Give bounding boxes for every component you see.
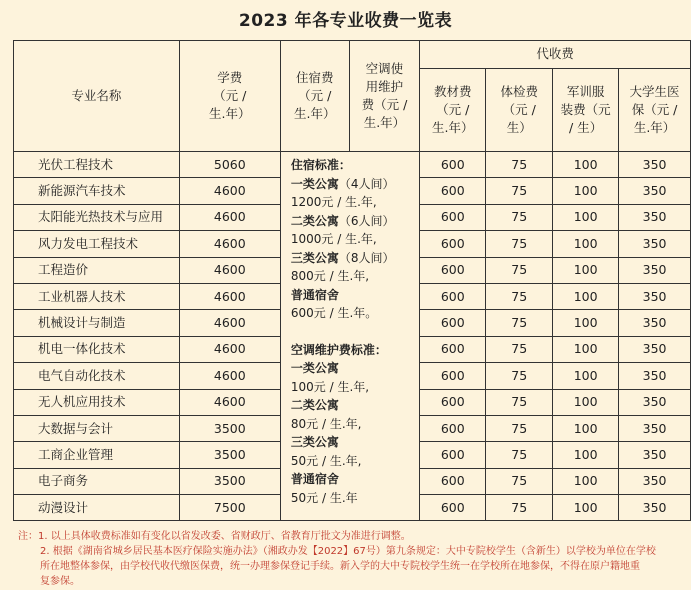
header-medical-exam: 体检费 （元 / 生）	[486, 69, 553, 152]
major-name: 电子商务	[14, 468, 180, 494]
books-cell: 600	[420, 257, 486, 283]
books-cell: 600	[420, 389, 486, 415]
tuition-cell: 4600	[179, 363, 280, 389]
insurance-cell: 350	[619, 336, 691, 362]
uniform-cell: 100	[553, 363, 619, 389]
header-collect: 代收费	[420, 41, 691, 69]
footnote-1: 1. 以上具体收费标准如有变化以省发改委、省财政厅、省教育厅批文为准进行调整。	[38, 531, 411, 542]
major-name: 太阳能光热技术与应用	[14, 204, 180, 230]
uniform-cell: 100	[553, 336, 619, 362]
major-name: 无人机应用技术	[14, 389, 180, 415]
header-insurance: 大学生医 保（元 / 生.年）	[619, 69, 691, 152]
uniform-cell: 100	[553, 310, 619, 336]
insurance-cell: 350	[619, 415, 691, 441]
major-name: 工商企业管理	[14, 442, 180, 468]
footnote-2: 2. 根据《湖南省城乡居民基本医疗保险实施办法》（湘政办发【2022】67号）第九条规定：大中专院校学生（含新生）以学校为单位在学校	[40, 546, 656, 557]
tuition-cell: 3500	[179, 415, 280, 441]
header-uniform: 军训服 装费（元 / 生）	[553, 69, 619, 152]
footnote-2-end: 复参保。	[40, 576, 80, 587]
header-tuition: 学费 （元 / 生.年）	[179, 41, 280, 152]
books-cell: 600	[420, 152, 486, 178]
tuition-cell: 4600	[179, 257, 280, 283]
insurance-cell: 350	[619, 283, 691, 309]
exam-cell: 75	[486, 389, 553, 415]
tuition-cell: 3500	[179, 442, 280, 468]
major-name: 电气自动化技术	[14, 363, 180, 389]
uniform-cell: 100	[553, 389, 619, 415]
insurance-cell: 350	[619, 310, 691, 336]
exam-cell: 75	[486, 310, 553, 336]
uniform-cell: 100	[553, 442, 619, 468]
exam-cell: 75	[486, 336, 553, 362]
page-title: 2023 年各专业收费一览表	[238, 11, 453, 31]
exam-cell: 75	[486, 495, 553, 521]
books-cell: 600	[420, 442, 486, 468]
header-books: 教材费 （元 / 生.年）	[420, 69, 486, 152]
major-name: 动漫设计	[14, 495, 180, 521]
uniform-cell: 100	[553, 257, 619, 283]
footnotes	[18, 529, 683, 589]
books-cell: 600	[420, 495, 486, 521]
uniform-cell: 100	[553, 231, 619, 257]
insurance-cell: 350	[619, 442, 691, 468]
tuition-cell: 5060	[179, 152, 280, 178]
header-dorm: 住宿费 （元 / 生.年）	[280, 41, 349, 152]
major-name: 新能源汽车技术	[14, 178, 180, 204]
insurance-cell: 350	[619, 389, 691, 415]
tuition-cell: 4600	[179, 389, 280, 415]
uniform-cell: 100	[553, 468, 619, 494]
exam-cell: 75	[486, 468, 553, 494]
major-name: 工业机器人技术	[14, 283, 180, 309]
books-cell: 600	[420, 283, 486, 309]
insurance-cell: 350	[619, 231, 691, 257]
uniform-cell: 100	[553, 178, 619, 204]
books-cell: 600	[420, 178, 486, 204]
tuition-cell: 7500	[179, 495, 280, 521]
header-row-1	[14, 41, 691, 69]
uniform-cell: 100	[553, 415, 619, 441]
uniform-cell: 100	[553, 152, 619, 178]
books-cell: 600	[420, 468, 486, 494]
exam-cell: 75	[486, 363, 553, 389]
exam-cell: 75	[486, 442, 553, 468]
insurance-cell: 350	[619, 152, 691, 178]
major-name: 光伏工程技术	[14, 152, 180, 178]
books-cell: 600	[420, 231, 486, 257]
exam-cell: 75	[486, 152, 553, 178]
major-name: 机械设计与制造	[14, 310, 180, 336]
uniform-cell: 100	[553, 204, 619, 230]
fee-table	[13, 40, 691, 521]
books-cell: 600	[420, 336, 486, 362]
tuition-cell: 4600	[179, 231, 280, 257]
major-name: 风力发电工程技术	[14, 231, 180, 257]
exam-cell: 75	[486, 257, 553, 283]
dorm-ac-notes: 住宿标准： 一类公寓（4人间） 1200元 / 生.年, 二类公寓（6人间） 1000元 / 生.年, 三类公寓（8人间） 800元 / 生.年, 普通宿舍 600元 / 生.年。 空调维护费标准： 一类公寓 100元 / 生.年, 二类公寓 80元 / 生.年, 三类公寓 50元 / 生.年, 普通宿舍 50元 / 生.年	[280, 152, 419, 521]
table-row	[14, 152, 691, 178]
major-name: 工程造价	[14, 257, 180, 283]
tuition-cell: 4600	[179, 178, 280, 204]
insurance-cell: 350	[619, 363, 691, 389]
header-ac: 空调使 用维护 费（元 / 生.年）	[349, 41, 420, 152]
exam-cell: 75	[486, 178, 553, 204]
exam-cell: 75	[486, 204, 553, 230]
insurance-cell: 350	[619, 495, 691, 521]
exam-cell: 75	[486, 283, 553, 309]
books-cell: 600	[420, 415, 486, 441]
uniform-cell: 100	[553, 495, 619, 521]
tuition-cell: 3500	[179, 468, 280, 494]
tuition-cell: 4600	[179, 204, 280, 230]
books-cell: 600	[420, 310, 486, 336]
tuition-cell: 4600	[179, 283, 280, 309]
exam-cell: 75	[486, 231, 553, 257]
insurance-cell: 350	[619, 257, 691, 283]
insurance-cell: 350	[619, 204, 691, 230]
major-name: 机电一体化技术	[14, 336, 180, 362]
uniform-cell: 100	[553, 283, 619, 309]
books-cell: 600	[420, 204, 486, 230]
exam-cell: 75	[486, 415, 553, 441]
insurance-cell: 350	[619, 178, 691, 204]
books-cell: 600	[420, 363, 486, 389]
insurance-cell: 350	[619, 468, 691, 494]
major-name: 大数据与会计	[14, 415, 180, 441]
tuition-cell: 4600	[179, 336, 280, 362]
tuition-cell: 4600	[179, 310, 280, 336]
footnote-label: 注：	[18, 531, 38, 542]
footnote-2-cont: 所在地整体参保，由学校代收代缴医保费，统一办理参保登记手续。新入学的大中专院校学生统一在学校所在地参保，不得在原户籍地重	[40, 561, 640, 572]
header-major: 专业名称	[14, 41, 180, 152]
